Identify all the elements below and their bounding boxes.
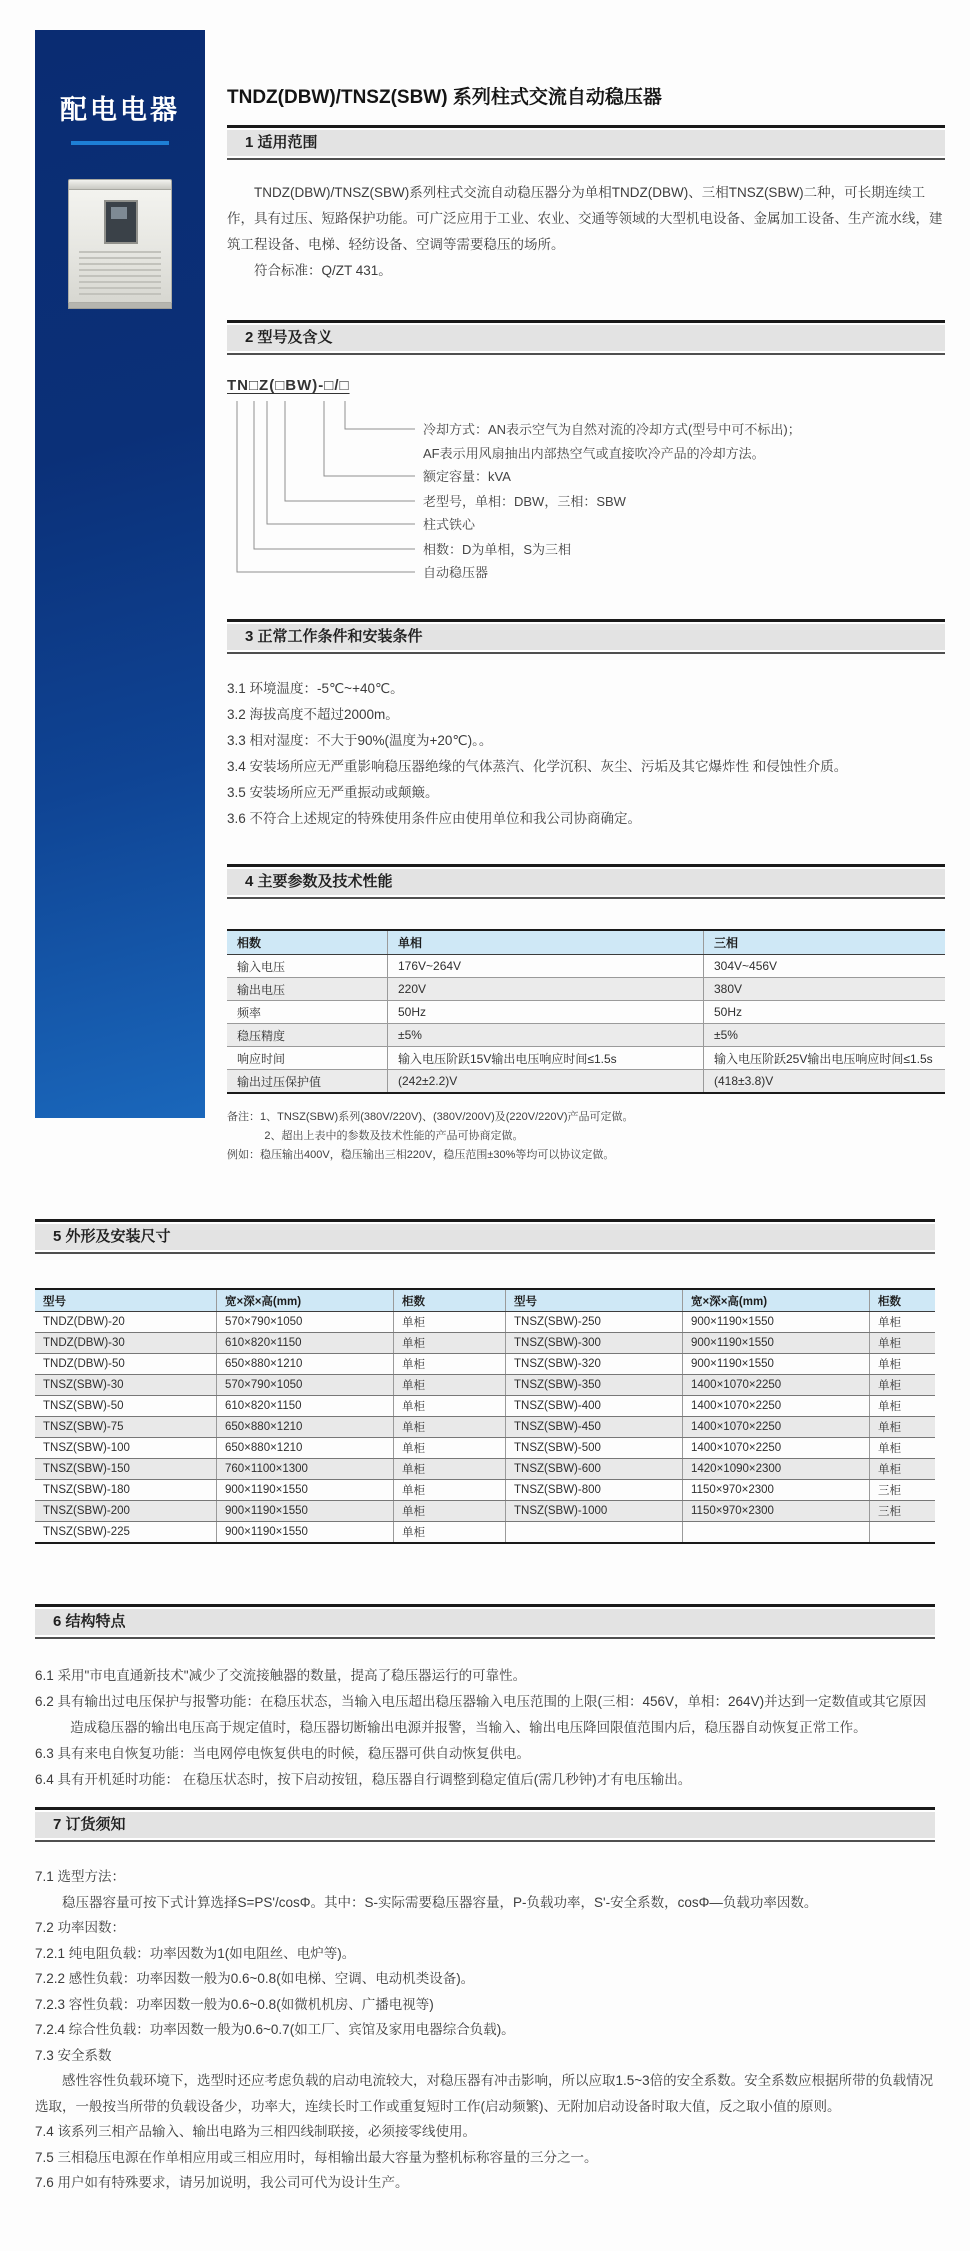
condition-item: 3.6 不符合上述规定的特殊使用条件应由使用单位和我公司协商确定。	[227, 811, 642, 826]
section-6-body	[35, 1663, 935, 1793]
col-header-size-right: 宽×深×高(mm)	[683, 1289, 870, 1312]
cabinet-count-cell: 单柜	[870, 1333, 936, 1354]
size-cell: 650×880×1210	[217, 1438, 394, 1459]
cabinet-count-cell: 单柜	[870, 1396, 936, 1417]
three-phase-value-cell: 304V~456V	[704, 955, 946, 978]
feature-item: 6.1 采用"市电直通新技术"减少了交流接触器的数量，提高了稳压器运行的可靠性。	[35, 1668, 527, 1683]
parameter-name-cell: 输出电压	[227, 978, 388, 1001]
cabinet-count-cell: 单柜	[870, 1438, 936, 1459]
section-5	[35, 1219, 935, 1544]
size-cell: 650×880×1210	[217, 1354, 394, 1375]
section-5-header: 5 外形及安装尺寸	[35, 1219, 935, 1254]
single-phase-value-cell: (242±2.2)V	[388, 1070, 704, 1094]
section-7-header: 7 订货须知	[35, 1807, 935, 1842]
col-header-cabinets-left: 柜数	[394, 1289, 506, 1312]
col-header-cabinets-right: 柜数	[870, 1289, 936, 1312]
diagram-label-capacity: 额定容量：kVA	[423, 469, 511, 484]
cabinet-base	[68, 303, 172, 309]
size-cell: 900×1190×1550	[217, 1480, 394, 1501]
model-cell: TNSZ(SBW)-225	[35, 1522, 217, 1544]
cabinet-count-cell: 单柜	[394, 1417, 506, 1438]
product-photo-voltage-stabilizer	[68, 179, 172, 309]
model-cell: TNSZ(SBW)-50	[35, 1396, 217, 1417]
category-title: 配电电器	[60, 95, 180, 125]
model-cell	[506, 1522, 683, 1544]
size-cell: 900×1190×1550	[217, 1522, 394, 1544]
dimension-row	[35, 1480, 935, 1501]
model-cell: TNSZ(SBW)-600	[506, 1459, 683, 1480]
model-meaning-diagram	[227, 377, 945, 589]
condition-item: 3.2 海拔高度不超过2000m。	[227, 707, 399, 722]
cabinet-count-cell: 单柜	[394, 1396, 506, 1417]
parameter-name-cell: 输出过压保护值	[227, 1070, 388, 1094]
parameter-name-cell: 响应时间	[227, 1047, 388, 1070]
three-phase-value-cell: ±5%	[704, 1024, 946, 1047]
note-line: 例如：稳压输出400V，稳压输出三相220V，稳压范围±30%等均可以协议定做。	[227, 1149, 615, 1161]
single-phase-value-cell: ±5%	[388, 1024, 704, 1047]
cabinet-count-cell: 单柜	[870, 1312, 936, 1333]
section-4-header: 4 主要参数及技术性能	[227, 864, 945, 899]
feature-item: 6.4 具有开机延时功能： 在稳压状态时，按下启动按钮，稳压器自行调整到稳定值后(需几秒钟)才有电压输出。	[35, 1772, 692, 1787]
parameters-header-row	[227, 930, 945, 955]
dimension-row	[35, 1417, 935, 1438]
cabinet-count-cell	[870, 1522, 936, 1544]
size-cell: 900×1190×1550	[683, 1354, 870, 1375]
three-phase-value-cell: (418±3.8)V	[704, 1070, 946, 1094]
parameter-row	[227, 1001, 945, 1024]
model-cell: TNSZ(SBW)-450	[506, 1417, 683, 1438]
col-header-three-phase: 三相	[704, 930, 946, 955]
model-cell: TNSZ(SBW)-500	[506, 1438, 683, 1459]
model-cell: TNSZ(SBW)-180	[35, 1480, 217, 1501]
parameter-name-cell: 频率	[227, 1001, 388, 1024]
parameter-row	[227, 1024, 945, 1047]
single-phase-value-cell: 50Hz	[388, 1001, 704, 1024]
cabinet-body	[68, 190, 172, 303]
parameter-row	[227, 978, 945, 1001]
cabinet-count-cell: 单柜	[394, 1480, 506, 1501]
section-6	[35, 1604, 935, 1793]
dimension-row	[35, 1333, 935, 1354]
diagram-label-old-model: 老型号，单相：DBW，三相：SBW	[423, 494, 626, 509]
cabinet-top	[68, 179, 172, 190]
col-header-size-left: 宽×深×高(mm)	[217, 1289, 394, 1312]
dimension-row	[35, 1438, 935, 1459]
parameter-name-cell: 输入电压	[227, 955, 388, 978]
cabinet-count-cell: 单柜	[394, 1501, 506, 1522]
size-cell: 1420×1090×2300	[683, 1459, 870, 1480]
condition-item: 3.5 安装场所应无严重振动或颠簸。	[227, 785, 439, 800]
dimensions-table	[35, 1288, 935, 1544]
dimension-row	[35, 1375, 935, 1396]
cabinet-count-cell: 单柜	[870, 1375, 936, 1396]
ordering-item: 7.2.2 感性负载：功率因数一般为0.6~0.8(如电梯、空调、电动机类设备)。	[35, 1971, 475, 1986]
size-cell: 1150×970×2300	[683, 1480, 870, 1501]
parameters-table-head	[227, 930, 945, 955]
section-7-body	[35, 1864, 935, 2196]
diagram-label-cooling-1: 冷却方式：AN表示空气为自然对流的冷却方式(型号中可不标出)；	[423, 422, 801, 437]
parameter-name-cell: 稳压精度	[227, 1024, 388, 1047]
section-3-header: 3 正常工作条件和安装条件	[227, 619, 945, 654]
title-underline	[71, 141, 169, 145]
cabinet-count-cell: 单柜	[870, 1417, 936, 1438]
model-cell: TNSZ(SBW)-100	[35, 1438, 217, 1459]
size-cell: 610×820×1150	[217, 1396, 394, 1417]
section-2-header: 2 型号及含义	[227, 320, 945, 355]
col-header-model-right: 型号	[506, 1289, 683, 1312]
size-cell: 1150×970×2300	[683, 1501, 870, 1522]
cabinet-count-cell: 单柜	[394, 1312, 506, 1333]
col-header-phase: 相数	[227, 930, 388, 955]
cabinet-vents	[79, 251, 161, 295]
size-cell: 570×790×1050	[217, 1375, 394, 1396]
dimension-row	[35, 1312, 935, 1333]
size-cell: 900×1190×1550	[683, 1312, 870, 1333]
size-cell: 1400×1070×2250	[683, 1438, 870, 1459]
dimension-row	[35, 1459, 935, 1480]
ordering-item: 7.5 三相稳压电源在作单相应用或三相应用时，每相输出最大容量为整机标称容量的三分之一。	[35, 2149, 598, 2165]
ordering-item: 7.6 用户如有特殊要求，请另加说明，我公司可代为设计生产。	[35, 2175, 409, 2190]
feature-item: 6.3 具有来电自恢复功能：当电网停电恢复供电的时候，稳压器可供自动恢复供电。	[35, 1746, 531, 1761]
cabinet-count-cell: 单柜	[394, 1375, 506, 1396]
ordering-item: 7.2.4 综合性负载：功率因数一般为0.6~0.7(如工厂、宾馆及家用电器综合负载)。	[35, 2022, 515, 2037]
model-cell: TNDZ(DBW)-20	[35, 1312, 217, 1333]
dimensions-table-body	[35, 1312, 935, 1544]
note-line: 2、超出上表中的参数及技术性能的产品可协商定做。	[264, 1130, 524, 1142]
cabinet-count-cell: 三柜	[870, 1480, 936, 1501]
ordering-item: 7.1 选型方法：	[35, 1869, 126, 1884]
main-column	[205, 30, 945, 1165]
size-cell: 900×1190×1550	[683, 1333, 870, 1354]
single-phase-value-cell: 176V~264V	[388, 955, 704, 978]
parameter-row	[227, 955, 945, 978]
model-cell: TNSZ(SBW)-400	[506, 1396, 683, 1417]
three-phase-value-cell: 50Hz	[704, 1001, 946, 1024]
model-cell: TNSZ(SBW)-200	[35, 1501, 217, 1522]
dimensions-header-row	[35, 1289, 935, 1312]
three-phase-value-cell: 输入电压阶跃25V输出电压响应时间≤1.5s	[704, 1047, 946, 1070]
size-cell: 650×880×1210	[217, 1417, 394, 1438]
col-header-model-left: 型号	[35, 1289, 217, 1312]
dimension-row	[35, 1501, 935, 1522]
size-cell	[683, 1522, 870, 1544]
cabinet-count-cell: 单柜	[870, 1354, 936, 1375]
section-6-header: 6 结构特点	[35, 1604, 935, 1639]
diagram-label-auto-regulator: 自动稳压器	[423, 565, 489, 580]
size-cell: 610×820×1150	[217, 1333, 394, 1354]
size-cell: 760×1100×1300	[217, 1459, 394, 1480]
size-cell: 1400×1070×2250	[683, 1375, 870, 1396]
single-phase-value-cell: 输入电压阶跃15V输出电压响应时间≤1.5s	[388, 1047, 704, 1070]
dimensions-table-head	[35, 1289, 935, 1312]
model-cell: TNSZ(SBW)-75	[35, 1417, 217, 1438]
ordering-item: 感性容性负载环境下，选型时还应考虑负载的启动电流较大，对稳压器有冲击影响，所以应取1.5~3倍的安全系数。安全系数应根据所带的负载情况选取，一般按当所带的负载设备少，功率大，连续长时工作或重复短时工作(启动频繁)、无附加启动设备时取大值，反之取小值的原则。	[35, 2073, 934, 2114]
cabinet-count-cell: 三柜	[870, 1501, 936, 1522]
cabinet-count-cell: 单柜	[394, 1522, 506, 1544]
model-cell: TNDZ(DBW)-50	[35, 1354, 217, 1375]
ordering-item: 7.4 该系列三相产品输入、输出电路为三相四线制联接，必须接零线使用。	[35, 2124, 477, 2139]
model-cell: TNSZ(SBW)-800	[506, 1480, 683, 1501]
single-phase-value-cell: 220V	[388, 978, 704, 1001]
parameter-row	[227, 1070, 945, 1094]
scope-paragraph: TNDZ(DBW)/TNSZ(SBW)系列柱式交流自动稳压器分为单相TNDZ(DBW)、三相TNSZ(SBW)二种，可长期连续工作，具有过压、短路保护功能。可广泛应用于工业、农业、交通等领域的大型机电设备、金属加工设备、生产流水线，建筑工程设备、电梯、轻纺设备、空调等需要稳压的场所。	[227, 185, 943, 252]
cabinet-count-cell: 单柜	[394, 1438, 506, 1459]
standard-line: 符合标准：Q/ZT 431。	[254, 263, 392, 278]
section-1-body	[227, 180, 945, 284]
cabinet-count-cell: 单柜	[394, 1333, 506, 1354]
cabinet-display-panel	[104, 200, 138, 244]
dimension-row	[35, 1522, 935, 1544]
condition-item: 3.4 安装场所应无严重影响稳压器绝缘的气体蒸汽、化学沉积、灰尘、污垢及其它爆炸性 和侵蚀性介质。	[227, 759, 848, 774]
dimension-row	[35, 1396, 935, 1417]
ordering-item: 7.2.1 纯电阻负载：功率因数为1(如电阻丝、电炉等)。	[35, 1945, 356, 1961]
cabinet-count-cell: 单柜	[870, 1459, 936, 1480]
size-cell: 1400×1070×2250	[683, 1417, 870, 1438]
page-title: TNDZ(DBW)/TNSZ(SBW) 系列柱式交流自动稳压器	[227, 87, 662, 108]
model-cell: TNSZ(SBW)-1000	[506, 1501, 683, 1522]
model-cell: TNSZ(SBW)-350	[506, 1375, 683, 1396]
size-cell: 900×1190×1550	[217, 1501, 394, 1522]
diagram-label-phase: 相数：D为单相，S为三相	[423, 542, 572, 557]
feature-item: 6.2 具有输出过电压保护与报警功能：在稳压状态，当输入电压超出稳压器输入电压范围的上限(三相：456V，单相：264V)并达到一定数值或其它原因造成稳压器的输出电压高于规定值时，稳压器切断输出电源并报警，当输入、输出电压降回限值范围内后，稳压器自动恢复正常工作。	[35, 1694, 927, 1735]
model-cell: TNSZ(SBW)-150	[35, 1459, 217, 1480]
three-phase-value-cell: 380V	[704, 978, 946, 1001]
condition-item: 3.1 环境温度：-5℃~+40℃。	[227, 681, 404, 696]
model-code: TN□Z(□BW)-□/□	[227, 377, 350, 394]
section-1-header: 1 适用范围	[227, 125, 945, 160]
model-cell: TNSZ(SBW)-320	[506, 1354, 683, 1375]
category-sidebar	[35, 30, 205, 1118]
condition-item: 3.3 相对湿度：不大于90%(温度为+20℃)。。	[227, 733, 493, 748]
model-cell: TNSZ(SBW)-30	[35, 1375, 217, 1396]
parameters-table	[227, 929, 945, 1094]
dimension-row	[35, 1354, 935, 1375]
ordering-item: 7.2 功率因数：	[35, 1920, 126, 1935]
cabinet-display-glass	[111, 207, 127, 219]
diagram-label-cooling-2: AF表示用风扇抽出内部热空气或直接吹冷产品的冷却方法。	[423, 446, 765, 461]
section-7	[35, 1807, 935, 2196]
table-notes	[227, 1108, 945, 1165]
diagram-connector-lines	[227, 377, 945, 589]
cabinet-count-cell: 单柜	[394, 1354, 506, 1375]
ordering-item: 7.3 安全系数	[35, 2047, 112, 2063]
model-cell: TNDZ(DBW)-30	[35, 1333, 217, 1354]
note-line: 备注：1、TNSZ(SBW)系列(380V/220V)、(380V/200V)及(220V/220V)产品可定做。	[227, 1111, 634, 1123]
size-cell: 1400×1070×2250	[683, 1396, 870, 1417]
diagram-label-core: 柱式铁心	[423, 517, 476, 532]
parameters-table-body	[227, 955, 945, 1094]
ordering-item: 7.2.3 容性负载：功率因数一般为0.6~0.8(如微机机房、广播电视等)	[35, 1996, 434, 2012]
model-cell: TNSZ(SBW)-250	[506, 1312, 683, 1333]
ordering-item: 稳压器容量可按下式计算选择S=PS'/cosΦ。其中：S-实际需要稳压器容量，P-负载功率，S'-安全系数，cosΦ—负载功率因数。	[62, 1894, 818, 1910]
size-cell: 570×790×1050	[217, 1312, 394, 1333]
parameter-row	[227, 1047, 945, 1070]
cabinet-count-cell: 单柜	[394, 1459, 506, 1480]
col-header-single-phase: 单相	[388, 930, 704, 955]
model-cell: TNSZ(SBW)-300	[506, 1333, 683, 1354]
section-3-body	[227, 676, 945, 832]
